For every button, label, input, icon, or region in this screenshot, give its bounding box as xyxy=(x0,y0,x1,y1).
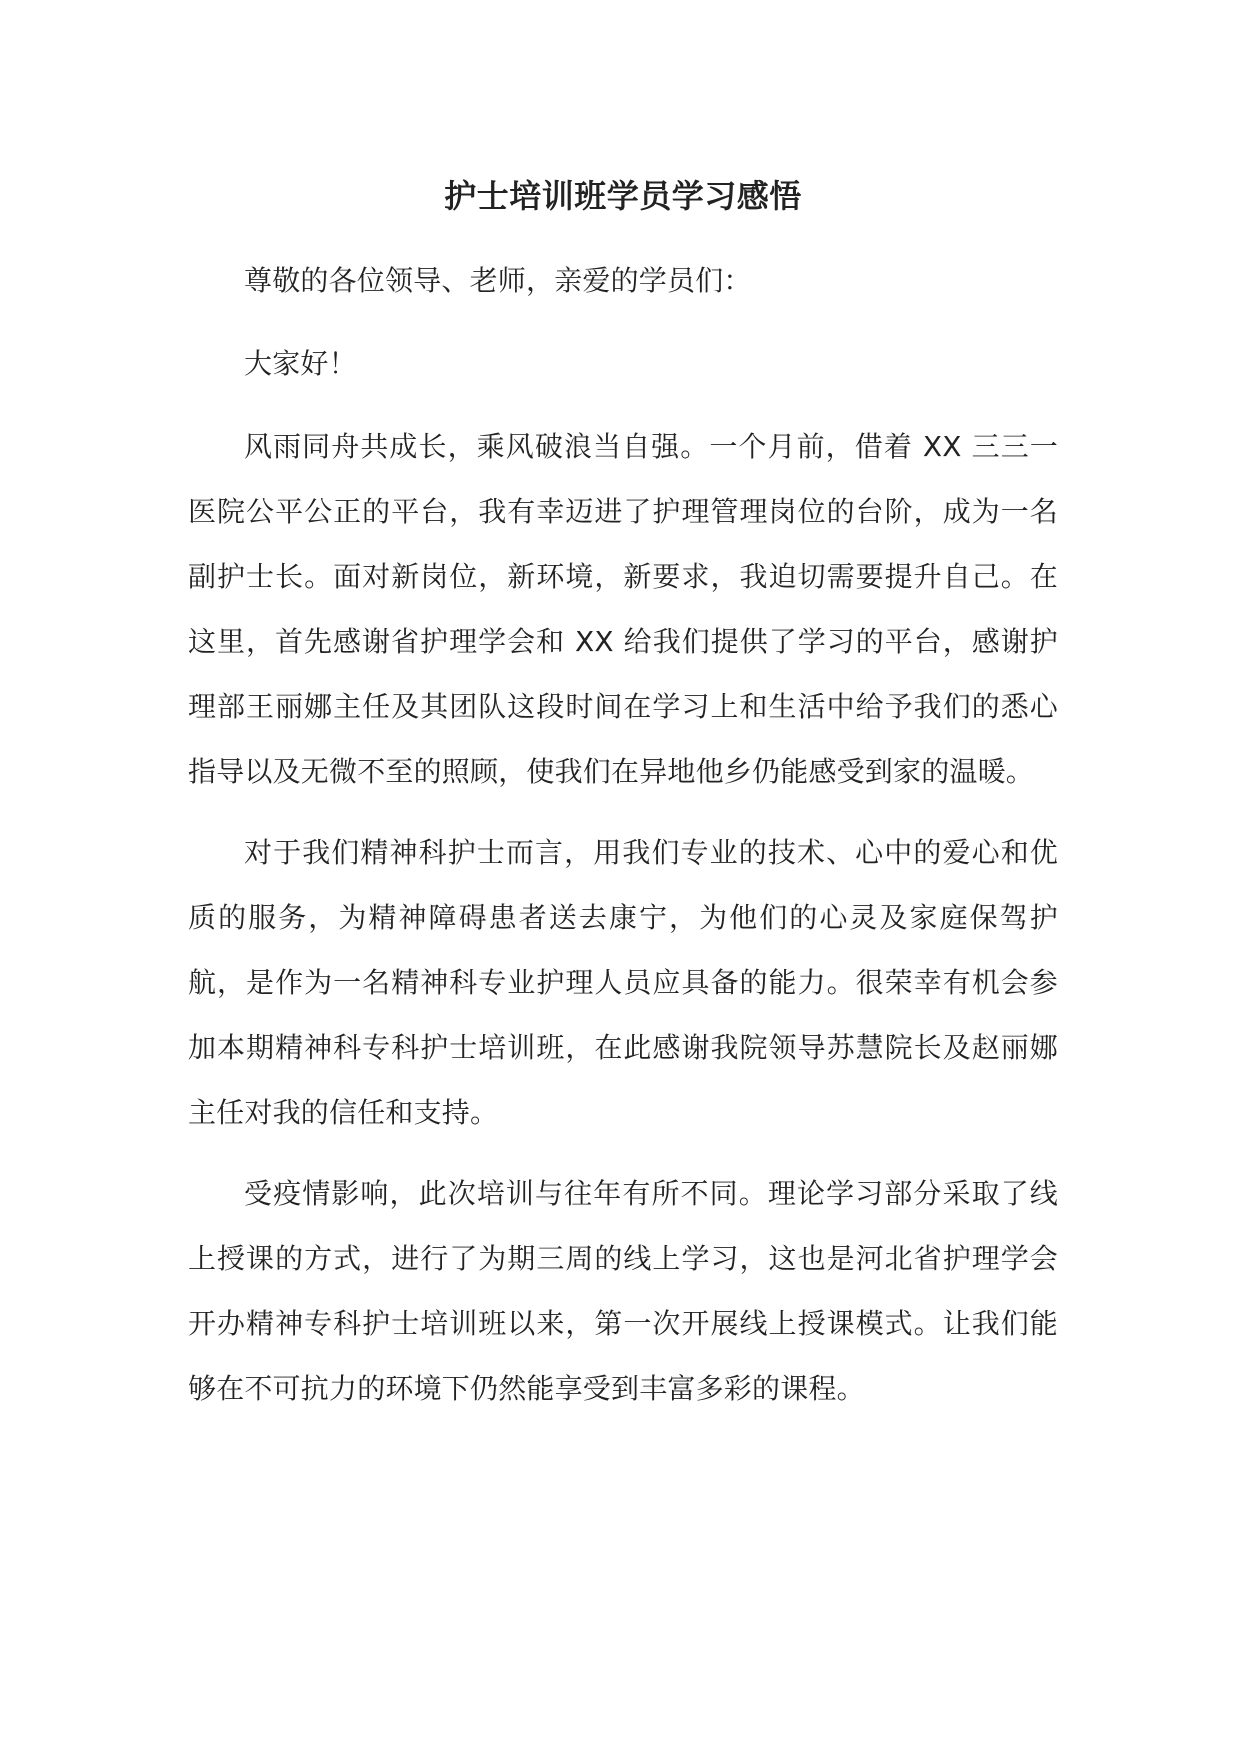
salutation: 尊敬的各位领导、老师，亲爱的学员们： xyxy=(244,264,752,297)
paragraph: 风雨同舟共成长，乘风破浪当自强。一个月前，借着 XX 三三一医院公平公正的平台，我有幸迈进了护理管理岗位的台阶，成为一名副护士长。面对新岗位，新环境，新要求，我迫切需要提升自己。在这里，首先感谢省护理学会和 XX 给我们提供了学习的平台，感谢护理部王丽娜主任及其团队这段时间在学习上和生活中给予我们的悉心指导以及无微不至的照顾，使我们在异地他乡仍能感受到家的温暖。 xyxy=(188,430,1058,788)
paragraph: 受疫情影响，此次培训与往年有所不同。理论学习部分采取了线上授课的方式，进行了为期三周的线上学习，这也是河北省护理学会开办精神专科护士培训班以来，第一次开展线上授课模式。让我们能够在不可抗力的环境下仍然能享受到丰富多彩的课程。 xyxy=(188,1177,1058,1405)
greeting: 大家好！ xyxy=(244,347,357,380)
paragraph: 对于我们精神科护士而言，用我们专业的技术、心中的爱心和优质的服务，为精神障碍患者送去康宁，为他们的心灵及家庭保驾护航，是作为一名精神科专业护理人员应具备的能力。很荣幸有机会参加本期精神科专科护士培训班，在此感谢我院领导苏慧院长及赵丽娜主任对我的信任和支持。 xyxy=(188,836,1058,1129)
document-body xyxy=(188,170,1058,1421)
document-title: 护士培训班学员学习感悟 xyxy=(444,177,802,215)
